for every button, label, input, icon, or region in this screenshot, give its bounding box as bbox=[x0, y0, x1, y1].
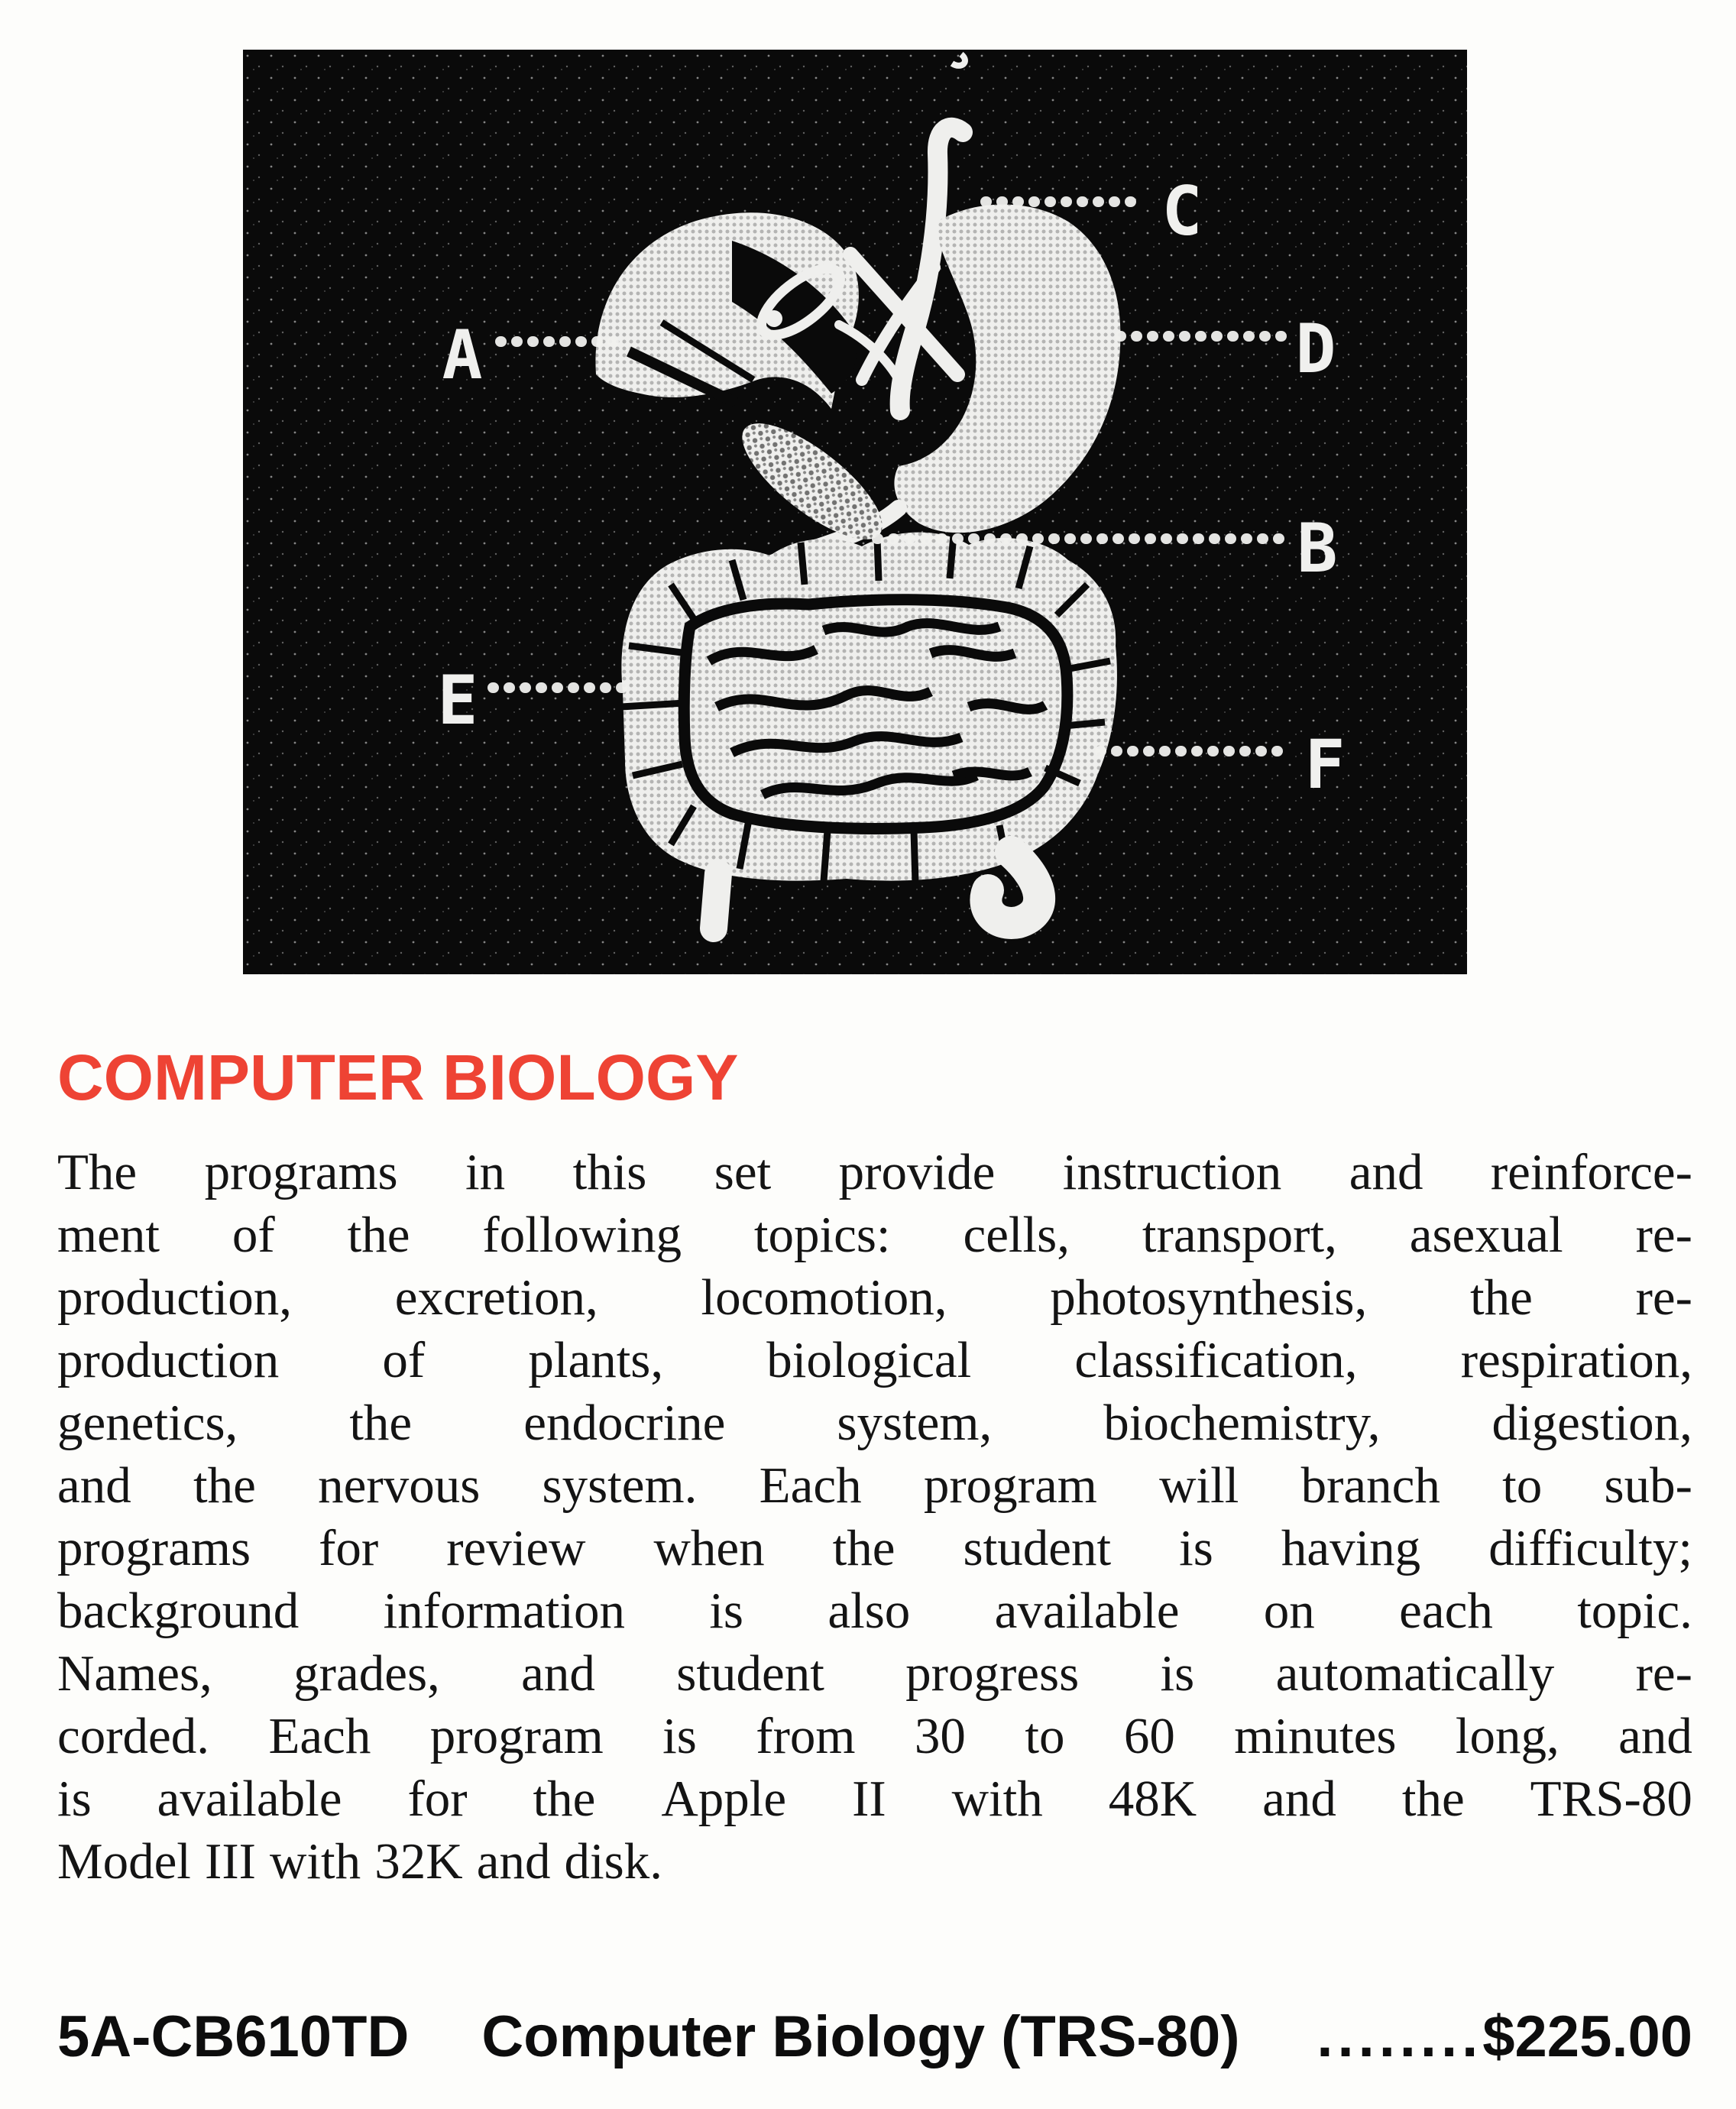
catalog-number: 5A-CB610TD bbox=[57, 2004, 410, 2069]
diagram-label-e: E bbox=[437, 661, 478, 740]
paragraph-line: background information is also available on each topic. bbox=[57, 1583, 1692, 1639]
diagram-label-c: C bbox=[1161, 172, 1203, 251]
paragraph-line: The programs in this set provide instruction and reinforce- bbox=[57, 1144, 1692, 1200]
diagram-label-f: F bbox=[1304, 725, 1346, 804]
paragraph-line: Names, grades, and student progress is automatically re- bbox=[57, 1645, 1692, 1702]
paragraph-line: genetics, the endocrine system, biochemistry, digestion, bbox=[57, 1395, 1692, 1451]
diagram-label-d: D bbox=[1295, 309, 1336, 388]
product-line bbox=[57, 2004, 1692, 2070]
paragraph-line: Model III with 32K and disk. bbox=[57, 1833, 662, 1890]
diagram-label-b: B bbox=[1297, 509, 1338, 588]
leader-dots: ........ bbox=[1317, 2004, 1483, 2069]
paragraph-line: production, excretion, locomotion, photosynthesis, the re- bbox=[57, 1269, 1692, 1326]
paragraph-line: programs for review when the student is having difficulty; bbox=[57, 1520, 1692, 1576]
paragraph-line: is available for the Apple II with 48K and the TRS-80 bbox=[57, 1770, 1692, 1827]
paragraph-line: production of plants, biological classification, respiration, bbox=[57, 1332, 1692, 1388]
digestive-system-diagram bbox=[243, 50, 1467, 974]
paragraph-line: and the nervous system. Each program will branch to sub- bbox=[57, 1457, 1692, 1514]
product-title: Computer Biology (TRS-80) bbox=[481, 2004, 1240, 2069]
rectum-shape bbox=[714, 873, 718, 928]
paragraph-line: corded. Each program is from 30 to 60 minutes long, and bbox=[57, 1708, 1692, 1764]
paragraph-line: ment of the following topics: cells, transport, asexual re- bbox=[57, 1207, 1692, 1263]
product-price: $225.00 bbox=[1482, 2004, 1692, 2069]
body-paragraph bbox=[57, 1143, 1692, 1895]
diagram-label-a: A bbox=[442, 316, 483, 394]
section-heading: COMPUTER BIOLOGY bbox=[57, 1042, 739, 1113]
diagram-photo bbox=[243, 50, 1467, 974]
